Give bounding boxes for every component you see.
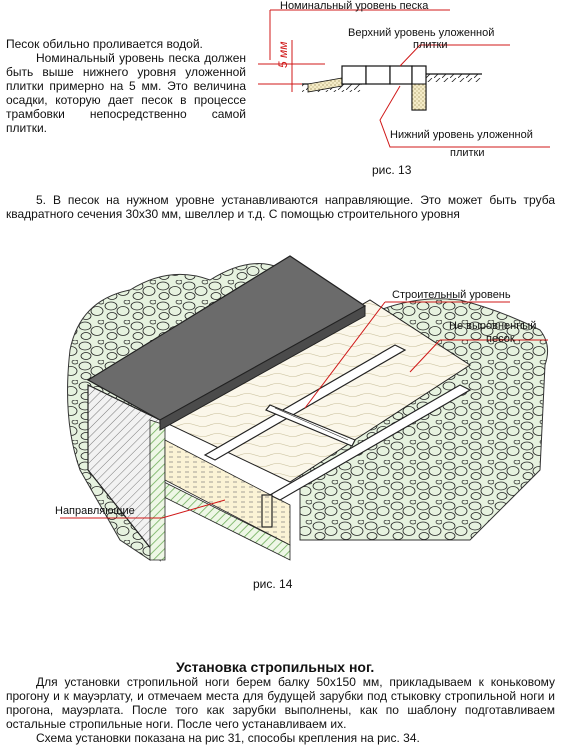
intro-line-1: Песок обильно проливается водой. bbox=[6, 37, 203, 51]
label-uneven-sand-1: Не выровненный bbox=[449, 320, 537, 332]
intro-text bbox=[6, 37, 246, 135]
figure-13-caption: рис. 13 bbox=[372, 163, 412, 177]
label-builders-level: Строительный уровень bbox=[392, 289, 511, 301]
guide-rail-post bbox=[262, 495, 272, 527]
intro-paragraph: Номинальный уровень песка должен быть выше нижнего уровня уложенной плитки примерно на 5 мм. Это величина осадки, которую дает песок в процессе трамбовки непосредственно самой плитки. bbox=[6, 51, 246, 135]
section-heading: Установка стропильных ног. bbox=[176, 659, 375, 675]
label-lower-level-2: плитки bbox=[450, 147, 485, 159]
figure-14-caption: рис. 14 bbox=[253, 577, 293, 591]
section-paragraph-1: Для установки стропильной ноги берем балку 50х150 мм, прикладываем к коньковому прогону и к мауэрлату, и отмечаем места для будущей зарубки под стыковку стропильной ноги и прогона, мауэрлата. После того как зарубки выполнены, как по шаблону подготавливаем остальные стропильные ноги. После чего устанавливаем их. bbox=[6, 675, 555, 731]
label-upper-level-2: плитки bbox=[413, 39, 448, 51]
label-uneven-sand-2: песок bbox=[486, 333, 515, 345]
tile bbox=[390, 66, 412, 84]
label-lower-level-1: Нижний уровень уложенной bbox=[390, 129, 533, 141]
label-nominal-level: Номинальный уровень песка bbox=[280, 0, 429, 12]
label-guides: Направляющие bbox=[55, 505, 135, 517]
section-body bbox=[6, 675, 555, 745]
section-paragraph-2: Схема установки показана на рис 31, способы крепления на рис. 34. bbox=[36, 731, 420, 745]
dimension-5mm: 5 мм bbox=[276, 41, 290, 68]
label-upper-level-1: Верхний уровень уложенной bbox=[348, 27, 495, 39]
step-5-text: 5. В песок на нужном уровне устанавливаются направляющие. Это может быть труба квадратного сечения 30х30 мм, швеллер и т.д. С помощью строительного уровня bbox=[6, 193, 555, 221]
tile bbox=[342, 66, 366, 84]
figure-13 bbox=[250, 0, 561, 175]
tile bbox=[366, 66, 390, 84]
